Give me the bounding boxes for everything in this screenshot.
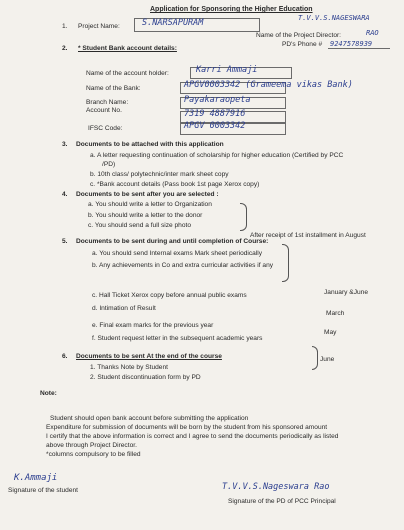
student-signature-label: Signature of the student: [8, 487, 79, 494]
s5-when-e: May: [324, 329, 337, 336]
s5-item-d: d. Intimation of Result: [92, 305, 156, 312]
note-line-1: Student should open bank account before submitting the application: [50, 415, 249, 422]
account-value: 7319 4887916: [184, 109, 246, 119]
holder-value: Karri Ammaji: [196, 65, 258, 75]
note-line-3: I certify that the above information is correct and I agree to send the documents periodically as listed: [46, 433, 339, 440]
account-label: Account No.: [86, 107, 122, 114]
ifsc-value: APGV 0003342: [184, 121, 246, 131]
director-value-2: RAO: [366, 29, 379, 37]
s5-when-c: January &June: [324, 289, 368, 296]
s5-when-f: June: [320, 356, 335, 363]
project-name-value: S.NARSAPURAM: [142, 18, 204, 28]
bank-heading: * Student Bank account details:: [78, 45, 177, 52]
pd-signature-label: Signature of the PD of PCC Principal: [228, 498, 336, 505]
form-title: Application for Sponsoring the Higher Education: [150, 6, 313, 13]
bank-value: APGV0003342 (Grameema vikas Bank): [184, 80, 353, 90]
s5-item-b: b. Any achievements in Co and extra curricular activities if any: [92, 262, 274, 269]
director-label: Name of the Project Director:: [256, 32, 342, 39]
s3-item-a2: /PD): [102, 161, 116, 168]
holder-label: Name of the account holder:: [86, 70, 169, 77]
project-label: Project Name:: [78, 23, 120, 30]
s5-item-f: f. Student request letter in the subsequent academic years: [92, 335, 263, 342]
note-line-4: above through Project Director.: [46, 442, 137, 449]
s6-item-1: 1. Thanks Note by Student: [90, 364, 168, 371]
note-label: Note:: [40, 390, 57, 397]
s4-heading: Documents to be sent after you are selected :: [76, 191, 219, 198]
s3-item-c: c. *Bank account details (Pass book 1st page Xerox copy): [90, 181, 260, 188]
s3-heading: Documents to be attached with this application: [76, 141, 224, 148]
pd-signature: T.V.V.S.Nageswara Rao: [222, 482, 330, 492]
bank-num: 2.: [62, 45, 68, 52]
s4-item-a: a. You should write a letter to Organization: [88, 201, 212, 208]
note-line-2: Expenditure for submission of documents will be born by the student from his sponsored amount: [46, 424, 328, 431]
s5-item-e: e. Final exam marks for the previous year: [92, 322, 214, 329]
s3-item-a: a. A letter requesting continuation of scholarship for higher education (Certified by PCC: [90, 152, 344, 159]
bank-label: Name of the Bank:: [86, 85, 141, 92]
phone-underline: [328, 48, 390, 49]
s3-num: 3.: [62, 141, 68, 148]
s5-brace-2: [312, 346, 318, 370]
s4-item-c: c. You should send a full size photo: [88, 222, 192, 229]
s5-heading: Documents to be sent during and until completion of Course:: [76, 238, 269, 245]
s6-heading: Documents to be sent At the end of the course: [76, 353, 222, 360]
s5-item-a: a. You should send Internal exams Mark sheet periodically: [92, 250, 263, 257]
phone-label: PD's Phone #: [282, 41, 323, 48]
director-value: T.V.V.S.NAGESWARA: [298, 14, 370, 22]
s4-item-b: b. You should write a letter to the donor: [88, 212, 203, 219]
s4-brace: [240, 203, 247, 231]
s6-item-2: 2. Student discontinuation form by PD: [90, 374, 201, 381]
branch-value: Payakaraopeta: [184, 95, 251, 105]
s4-note: After receipt of 1st installment in August: [250, 232, 366, 239]
s5-num: 5.: [62, 238, 68, 245]
s4-num: 4.: [62, 191, 68, 198]
project-num: 1.: [62, 23, 68, 30]
phone-value: 9247578939: [330, 40, 373, 48]
s5-item-c: c. Hall Ticket Xerox copy before annual public exams: [92, 292, 247, 299]
s6-num: 6.: [62, 353, 68, 360]
branch-label: Branch Name:: [86, 99, 129, 106]
s5-when-d: March: [326, 310, 345, 317]
s3-item-b: b. 10th class/ polytechnic/inter mark sheet copy: [90, 171, 229, 178]
s5-brace-1: [282, 244, 289, 282]
student-signature: K.Ammaji: [14, 473, 58, 483]
note-line-5: *columns compulsory to be filled: [46, 451, 141, 458]
ifsc-label: IFSC Code:: [88, 125, 123, 132]
